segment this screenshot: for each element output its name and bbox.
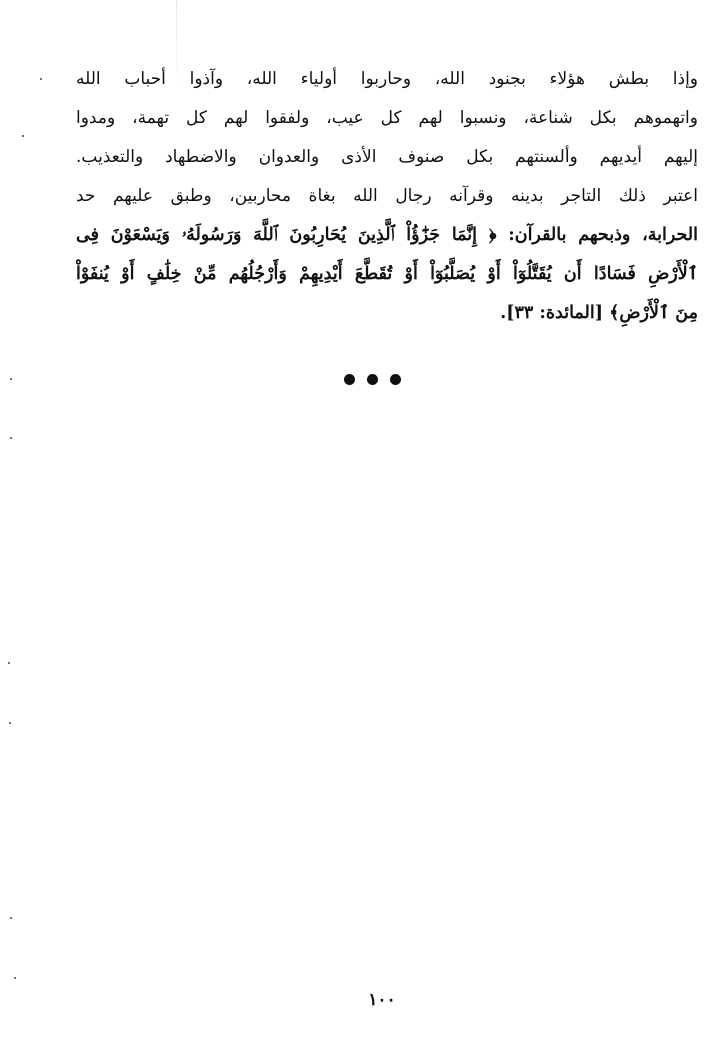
text-line-3: إليهم أيديهم وألسنتهم بكل صنوف الأذى والعدوان والاضطهاد والتعذيب. (76, 147, 698, 167)
text-line-2: واتهموهم بكل شناعة، ونسبوا لهم كل عيب، ولفقوا لهم كل تهمة، ومدوا (76, 108, 698, 128)
text-line-5-quran: الحرابة، وذبحهم بالقرآن: ﴿ إِنَّمَا جَزَٰٓؤُاْ ٱلَّذِينَ يُحَارِبُونَ ٱللَّهَ وَرَسُولَهُۥ وَيَسْعَوْنَ فِى (76, 225, 698, 245)
scan-speck (22, 135, 24, 137)
scan-speck (9, 722, 11, 724)
scan-speck (10, 917, 12, 919)
body-text (76, 60, 698, 333)
separator-dot (367, 374, 378, 385)
text-line-6-quran: ٱلْأَرْضِ فَسَادًا أَن يُقَتَّلُوٓاْ أَوْ يُصَلَّبُوٓاْ أَوْ تُقَطَّعَ أَيْدِيهِمْ وَأَرْجُلُهُم مِّنْ خِلَٰفٍ أَوْ يُنفَوْاْ (76, 264, 698, 284)
scan-speck (8, 662, 10, 664)
scan-speck (10, 437, 12, 439)
text-line-1: وإذا بطش هؤلاء بجنود الله، وحاربوا أولياء الله، وآذوا أحباب الله (76, 69, 698, 89)
page-number: ١٠٠ (368, 990, 396, 1010)
scan-speck (14, 977, 16, 979)
text-line-4: اعتبر ذلك التاجر بدينه وقرآنه رجال الله بغاة محاربين، وطبق عليهم حد (76, 186, 698, 206)
scan-speck (10, 378, 12, 380)
scan-speck (40, 78, 42, 80)
separator-dot (344, 374, 355, 385)
section-separator (0, 374, 724, 385)
separator-dot (390, 374, 401, 385)
text-line-7-quran: مِنَ ٱلْأَرْضِ﴾ [المائدة: ٣٣]. (500, 303, 698, 323)
